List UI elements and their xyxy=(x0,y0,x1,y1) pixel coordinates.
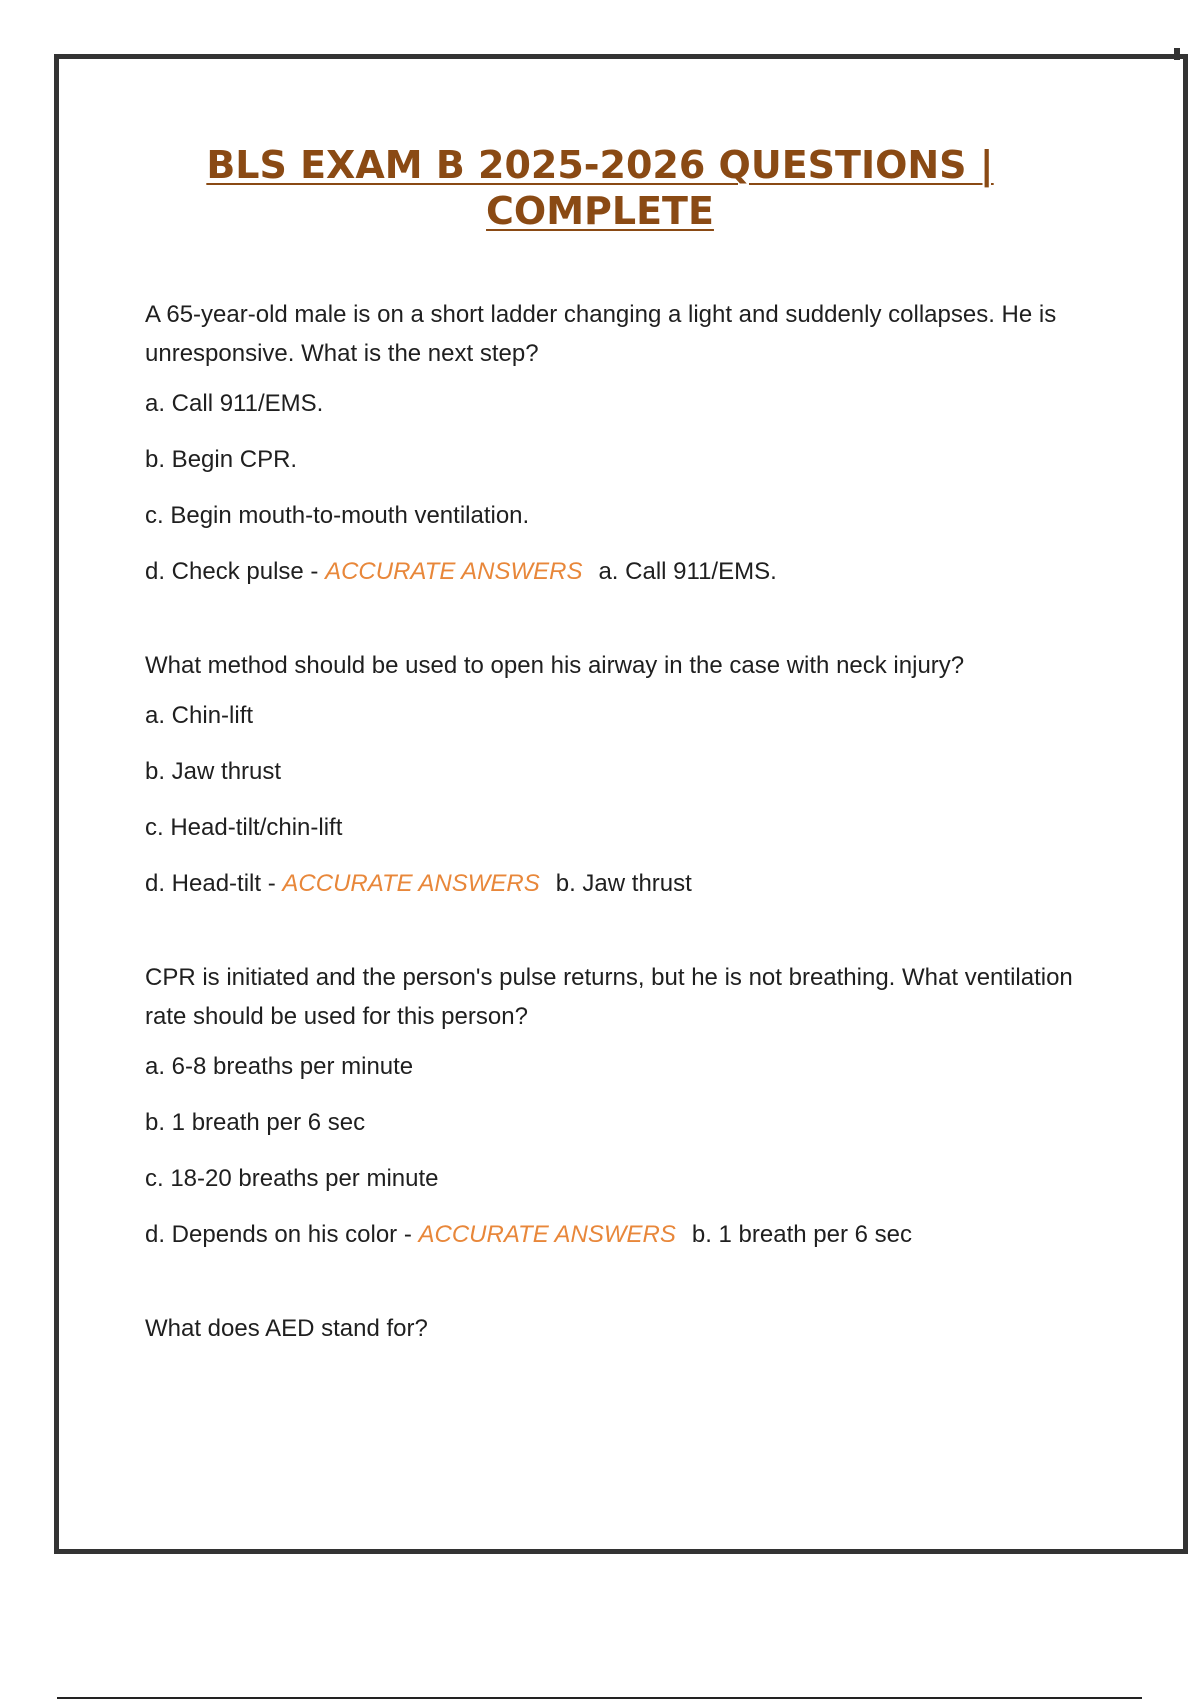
question-text: What does AED stand for? xyxy=(145,1315,428,1342)
footer-rule xyxy=(57,1697,1142,1699)
correct-answer: b. 1 breath per 6 sec xyxy=(691,1221,912,1248)
accurate-answers-label: ACCURATE ANSWERS xyxy=(282,870,540,897)
page-border-corner xyxy=(1174,48,1180,60)
question-2 xyxy=(145,646,1095,900)
option-d xyxy=(145,868,1095,900)
option-a: a. 6-8 breaths per minute xyxy=(145,1053,414,1080)
option-a: a. Chin-lift xyxy=(145,702,254,729)
option-a: a. Call 911/EMS. xyxy=(145,390,324,417)
option-b: b. Begin CPR. xyxy=(145,446,298,473)
question-4 xyxy=(145,1309,1095,1348)
option-c: c. Head-tilt/chin-lift xyxy=(145,814,343,841)
option-d xyxy=(145,1219,1095,1251)
question-text: CPR is initiated and the person's pulse returns, but he is not breathing. What ventilation rate should be used for this person? xyxy=(145,964,1073,1030)
title-line-2: COMPLETE xyxy=(486,189,714,233)
option-d-text: d. Head-tilt - xyxy=(145,870,283,897)
option-c: c. 18-20 breaths per minute xyxy=(145,1165,439,1192)
question-1 xyxy=(145,295,1095,588)
option-b: b. 1 breath per 6 sec xyxy=(145,1109,366,1136)
option-d-text: d. Check pulse - xyxy=(145,558,326,585)
title-line-1: BLS EXAM B 2025-2026 QUESTIONS | xyxy=(206,143,994,187)
accurate-answers-label: ACCURATE ANSWERS xyxy=(418,1221,676,1248)
option-d-text: d. Depends on his color - xyxy=(145,1221,419,1248)
correct-answer: b. Jaw thrust xyxy=(555,870,692,897)
question-3 xyxy=(145,958,1095,1251)
question-text: What method should be used to open his airway in the case with neck injury? xyxy=(145,652,965,679)
option-b: b. Jaw thrust xyxy=(145,758,282,785)
question-list xyxy=(145,295,1095,1406)
option-d xyxy=(145,556,1095,588)
document-title xyxy=(0,142,1200,234)
correct-answer: a. Call 911/EMS. xyxy=(598,558,777,585)
accurate-answers-label: ACCURATE ANSWERS xyxy=(325,558,583,585)
question-text: A 65-year-old male is on a short ladder changing a light and suddenly collapses. He is unresponsive. What is the next step? xyxy=(145,301,1057,367)
option-c: c. Begin mouth-to-mouth ventilation. xyxy=(145,502,530,529)
